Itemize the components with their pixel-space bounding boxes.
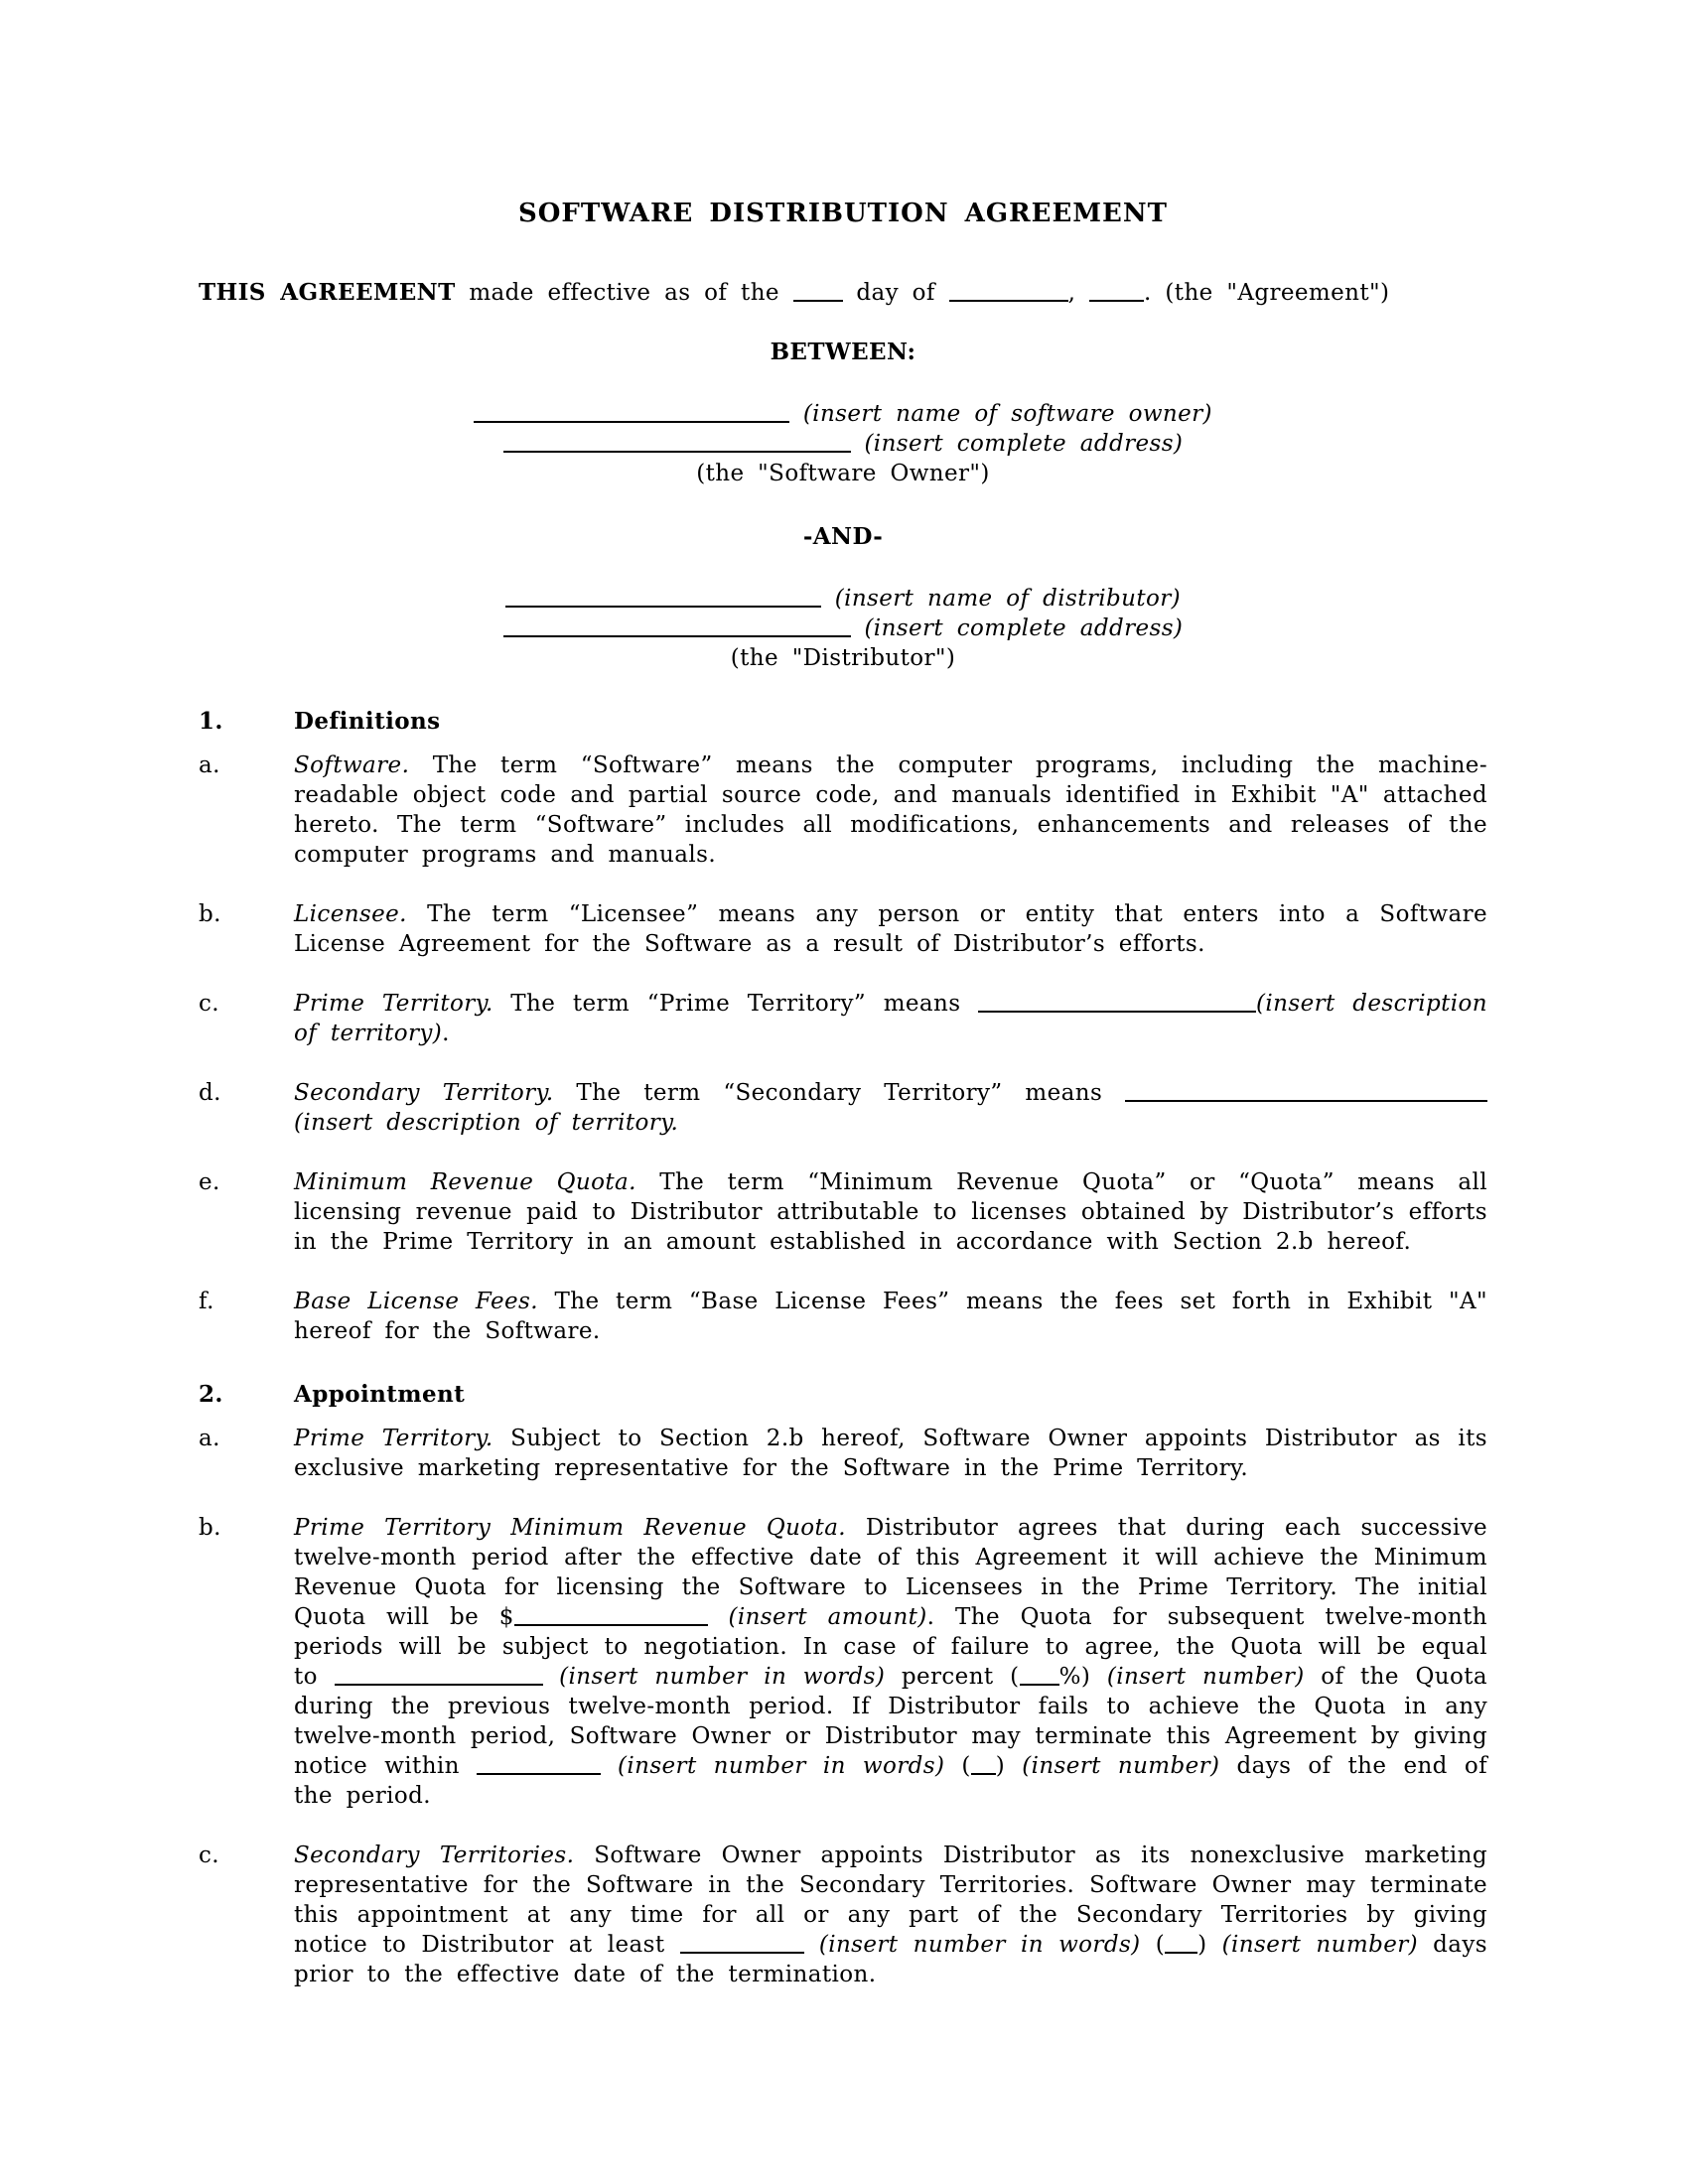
intro-paragraph — [199, 278, 1487, 308]
text-run: Prime Territory. — [294, 1426, 493, 1451]
item-label: b. — [199, 901, 221, 927]
text-run: The term “Prime Territory” means — [492, 991, 979, 1017]
fill-in-blank — [477, 1755, 601, 1775]
item-label: d. — [199, 1080, 221, 1106]
distributor-name-line — [199, 584, 1487, 614]
text-run: Secondary Territories. — [294, 1843, 575, 1868]
item-text — [294, 1424, 1487, 1483]
distributor-address-line — [199, 614, 1487, 643]
item-text — [294, 899, 1487, 959]
text-run: (insert description of territory) — [294, 991, 1487, 1046]
definition-item-b — [199, 899, 1487, 959]
section-2-number: 2. — [199, 1381, 223, 1408]
text-run: made effective as of the — [455, 280, 793, 306]
fill-in-blank — [971, 1755, 996, 1775]
section-2-title: Appointment — [294, 1381, 466, 1408]
text-run: ) — [995, 1753, 1023, 1779]
text-run: (insert number) — [1022, 1753, 1220, 1779]
text-run: ) — [1197, 1932, 1222, 1958]
item-text — [294, 1841, 1487, 1989]
text-run — [851, 615, 865, 641]
text-run: Licensee. — [294, 901, 407, 927]
text-run: (insert number) — [1221, 1932, 1418, 1958]
item-label: f. — [199, 1289, 214, 1314]
text-run: The term “Base License Fees” means the fees set forth in Exhibit "A" hereof for the Software. — [294, 1289, 1487, 1344]
text-run: (insert amount) — [728, 1604, 927, 1630]
fill-in-blank — [503, 617, 851, 637]
text-run: percent ( — [885, 1664, 1020, 1690]
fill-in-blank — [514, 1606, 708, 1626]
text-run: of the Quota during the previous twelve-month period. If Distributor fails to achieve the Quota in any twelve-month period, Software Owner or Distributor may terminate this Agreement by giving notice within — [294, 1664, 1487, 1779]
section-1-heading — [199, 707, 1487, 737]
text-run: Distributor agrees that during each successive twelve-month period after the effective date of this Agreement it will achieve the Minimum Revenue Quota for licensing the Software to Licensees in the Prime Territory. The initial Quota will be $ — [294, 1515, 1487, 1630]
text-run: Software. — [294, 752, 410, 778]
item-text — [294, 1167, 1487, 1257]
text-run: (insert number in words) — [559, 1664, 886, 1690]
text-run — [851, 431, 865, 457]
owner-alias: (the "Software Owner") — [696, 461, 990, 486]
text-run: (insert name of software owner) — [802, 401, 1212, 427]
fill-in-blank — [1020, 1666, 1059, 1686]
text-run — [708, 1604, 729, 1630]
between-label: BETWEEN: — [770, 339, 916, 365]
document-title: SOFTWARE DISTRIBUTION AGREEMENT — [518, 199, 1168, 228]
text-run: Prime Territory Minimum Revenue Quota. — [294, 1515, 847, 1541]
definition-item-c — [199, 989, 1487, 1048]
text-run — [789, 401, 803, 427]
text-run: Software Owner appoints Distributor as its nonexclusive marketing representative for the Software in the Secondary Territories. Software Owner may terminate this appointment at any time for all or any part of the Secondary Territories by giving notice to Distributor at least — [294, 1843, 1487, 1958]
text-run: Secondary Territory. — [294, 1080, 554, 1106]
item-label: a. — [199, 1426, 220, 1451]
section-2-heading — [199, 1380, 1487, 1410]
appointment-item-a — [199, 1424, 1487, 1483]
text-run — [821, 586, 835, 612]
distributor-alias: (the "Distributor") — [730, 645, 956, 671]
text-run: Minimum Revenue Quota. — [294, 1169, 636, 1195]
text-run: %) — [1058, 1664, 1107, 1690]
text-run: (insert number) — [1106, 1664, 1305, 1690]
item-label: c. — [199, 991, 219, 1017]
owner-address-line — [199, 429, 1487, 459]
and-separator: -AND- — [802, 523, 884, 550]
text-run: days prior to the effective date of the termination. — [294, 1932, 1487, 1987]
section-1-title: Definitions — [294, 708, 441, 735]
definition-item-a — [199, 751, 1487, 870]
owner-name-line — [199, 399, 1487, 429]
distributor-block — [199, 584, 1487, 673]
text-run: day of — [842, 280, 949, 306]
appointment-item-b — [199, 1513, 1487, 1811]
text-run — [543, 1664, 560, 1690]
fill-in-blank — [474, 403, 789, 423]
section-1-number: 1. — [199, 708, 223, 735]
text-run: (insert name of distributor) — [834, 586, 1182, 612]
text-run — [601, 1753, 618, 1779]
text-run: days of the end of the period. — [294, 1753, 1488, 1809]
item-label: c. — [199, 1843, 219, 1868]
text-run: (insert complete address) — [864, 431, 1184, 457]
definition-item-e — [199, 1167, 1487, 1257]
fill-in-blank — [1089, 282, 1144, 302]
text-run: . — [442, 1021, 450, 1046]
item-label: a. — [199, 752, 220, 778]
text-run: The term “Secondary Territory” means — [553, 1080, 1125, 1106]
fill-in-blank — [793, 282, 843, 302]
text-run: . The Quota for subsequent twelve-month periods will be subject to negotiation. In case of failure to agree, the Quota will be equal to — [294, 1604, 1487, 1690]
text-run: The term “Software” means the computer programs, including the machine-readable object code and partial source code, and manuals identified in Exhibit "A" attached hereto. The term “Software” includes all modifications, enhancements and releases of the computer programs and manuals. — [294, 752, 1487, 868]
text-run: ( — [944, 1753, 971, 1779]
text-run: The term “Minimum Revenue Quota” or “Quota” means all licensing revenue paid to Distributor attributable to licenses obtained by Distributor’s efforts in the Prime Territory in an amount established in accordance with Section 2.b hereof. — [294, 1169, 1488, 1255]
text-run: (insert number in words) — [818, 1932, 1141, 1958]
text-run: (insert complete address) — [864, 615, 1184, 641]
definition-item-d — [199, 1078, 1487, 1138]
text-run: , — [1067, 280, 1089, 306]
fill-in-blank — [503, 433, 851, 453]
fill-in-blank — [949, 282, 1068, 302]
fill-in-blank — [335, 1666, 543, 1686]
fill-in-blank — [1125, 1082, 1487, 1102]
item-text — [294, 989, 1487, 1048]
text-run: THIS AGREEMENT — [199, 279, 456, 306]
fill-in-blank — [680, 1934, 804, 1954]
item-label: e. — [199, 1169, 220, 1195]
definition-item-f — [199, 1287, 1487, 1346]
fill-in-blank — [1165, 1934, 1197, 1954]
item-label: b. — [199, 1515, 221, 1541]
item-text — [294, 1287, 1487, 1346]
fill-in-blank — [505, 588, 821, 608]
fill-in-blank — [978, 993, 1256, 1013]
software-owner-block — [199, 399, 1487, 488]
item-text — [294, 1078, 1487, 1138]
text-run: ( — [1140, 1932, 1166, 1958]
text-run: The term “Licensee” means any person or entity that enters into a Software License Agreement for the Software as a result of Distributor’s efforts. — [294, 901, 1487, 957]
text-run: (insert number in words) — [618, 1753, 945, 1779]
text-run: Prime Territory. — [294, 991, 493, 1017]
item-text — [294, 751, 1487, 870]
text-run: (insert description of territory. — [294, 1110, 679, 1136]
text-run — [804, 1932, 819, 1958]
appointment-item-c — [199, 1841, 1487, 1989]
item-text — [294, 1513, 1487, 1811]
text-run: Subject to Section 2.b hereof, Software Owner appoints Distributor as its exclusive marketing representative for the Software in the Prime Territory. — [294, 1426, 1487, 1481]
text-run: Base License Fees. — [294, 1289, 538, 1314]
text-run: . (the "Agreement") — [1144, 280, 1390, 306]
